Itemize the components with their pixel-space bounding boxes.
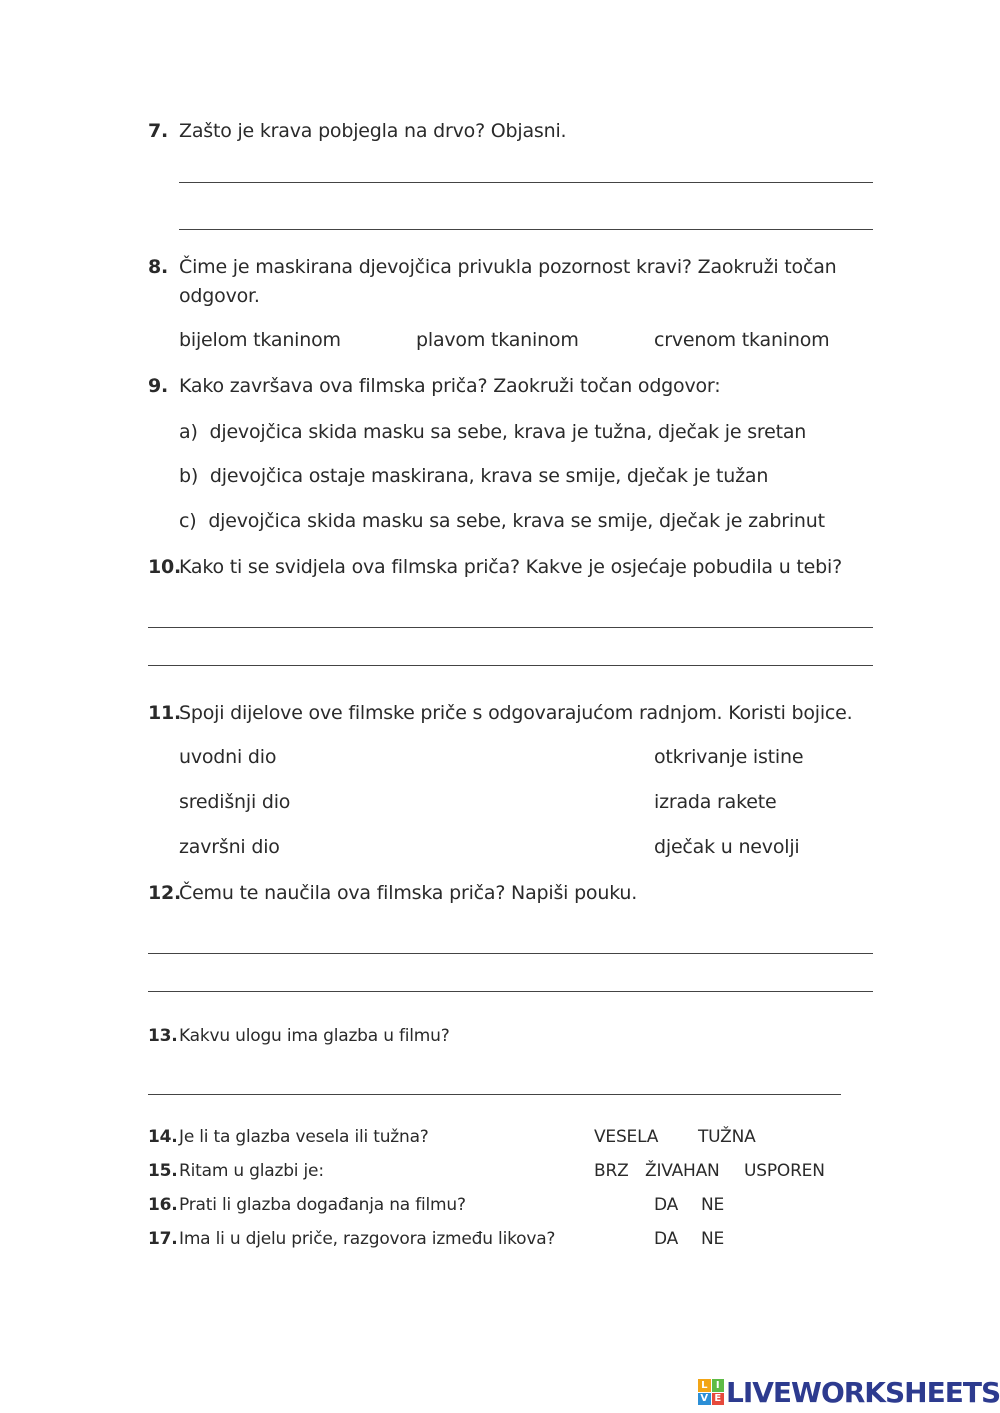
answer-line[interactable] xyxy=(148,953,873,954)
q9-option-b[interactable] xyxy=(179,465,768,487)
question-8-text-line1: Čime je maskirana djevojčica privukla pozornost kravi? Zaokruži točan xyxy=(179,256,837,278)
question-15-number: 15. xyxy=(148,1161,178,1181)
liveworksheets-logo-icon xyxy=(698,1379,724,1405)
match-left-2[interactable]: središnji dio xyxy=(179,791,291,813)
q15-option-zivahan[interactable]: ŽIVAHAN xyxy=(645,1161,720,1181)
question-number: 7. xyxy=(148,120,169,142)
answer-line[interactable] xyxy=(148,991,873,992)
q8-option-1[interactable]: bijelom tkaninom xyxy=(179,329,341,351)
question-13-text: Kakvu ulogu ima glazba u filmu? xyxy=(179,1026,450,1046)
option-text: djevojčica ostaje maskirana, krava se smije, dječak je tužan xyxy=(209,465,769,487)
question-7-text: Zašto je krava pobjegla na drvo? Objasni. xyxy=(179,120,567,142)
q16-option-da[interactable]: DA xyxy=(654,1195,679,1215)
q8-option-3[interactable]: crvenom tkaninom xyxy=(654,329,830,351)
answer-line[interactable] xyxy=(148,1094,841,1095)
q16-option-ne[interactable]: NE xyxy=(701,1195,725,1215)
liveworksheets-logo[interactable] xyxy=(698,1376,1000,1408)
option-label: c) xyxy=(179,510,197,532)
q17-option-da[interactable]: DA xyxy=(654,1229,679,1249)
q14-option-vesela[interactable]: VESELA xyxy=(594,1127,659,1147)
answer-line[interactable] xyxy=(148,627,873,628)
q15-option-usporen[interactable]: USPOREN xyxy=(744,1161,825,1181)
option-label: a) xyxy=(179,421,198,443)
question-8-text-line2: odgovor. xyxy=(179,285,260,307)
logo-tile: V xyxy=(698,1393,711,1406)
question-16-text: Prati li glazba događanja na filmu? xyxy=(179,1195,466,1215)
option-label: b) xyxy=(179,465,199,487)
question-15-text: Ritam u glazbi je: xyxy=(179,1161,324,1181)
match-right-1[interactable]: otkrivanje istine xyxy=(654,746,804,768)
question-17-text: Ima li u djelu priče, razgovora između likova? xyxy=(179,1229,556,1249)
question-11-text: Spoji dijelove ove filmske priče s odgovarajućom radnjom. Koristi bojice. xyxy=(179,702,853,724)
question-16-number: 16. xyxy=(148,1195,178,1215)
option-text: djevojčica skida masku sa sebe, krava se smije, dječak je zabrinut xyxy=(208,510,825,532)
q9-option-a[interactable] xyxy=(179,421,806,443)
q8-option-2[interactable]: plavom tkaninom xyxy=(416,329,579,351)
question-14-number: 14. xyxy=(148,1127,178,1147)
question-7 xyxy=(148,120,168,142)
question-9-number: 9. xyxy=(148,375,169,397)
answer-line[interactable] xyxy=(148,665,873,666)
option-text: djevojčica skida masku sa sebe, krava je tužna, dječak je sretan xyxy=(209,421,807,443)
q17-option-ne[interactable]: NE xyxy=(701,1229,725,1249)
question-13-number: 13. xyxy=(148,1026,178,1046)
logo-tile: I xyxy=(712,1379,725,1392)
match-left-3[interactable]: završni dio xyxy=(179,836,280,858)
question-10-number: 10. xyxy=(148,556,182,578)
question-17-number: 17. xyxy=(148,1229,178,1249)
question-10-text: Kako ti se svidjela ova filmska priča? Kakve je osjećaje pobudila u tebi? xyxy=(179,556,842,578)
match-right-2[interactable]: izrada rakete xyxy=(654,791,777,813)
logo-tile: L xyxy=(698,1379,711,1392)
question-14-text: Je li ta glazba vesela ili tužna? xyxy=(179,1127,429,1147)
match-right-3[interactable]: dječak u nevolji xyxy=(654,836,800,858)
logo-tile: E xyxy=(712,1393,725,1406)
question-8-number: 8. xyxy=(148,256,169,278)
q14-option-tuzna[interactable]: TUŽNA xyxy=(698,1127,756,1147)
question-12-text: Čemu te naučila ova filmska priča? Napiši pouku. xyxy=(179,882,638,904)
question-12-number: 12. xyxy=(148,882,182,904)
match-left-1[interactable]: uvodni dio xyxy=(179,746,277,768)
q9-option-c[interactable] xyxy=(179,510,825,532)
question-11-number: 11. xyxy=(148,702,182,724)
answer-line[interactable] xyxy=(179,229,873,230)
liveworksheets-brand-text: LIVEWORKSHEETS xyxy=(726,1375,1000,1409)
question-9-text: Kako završava ova filmska priča? Zaokruži točan odgovor: xyxy=(179,375,721,397)
answer-line[interactable] xyxy=(179,182,873,183)
q15-option-brz[interactable]: BRZ xyxy=(594,1161,629,1181)
